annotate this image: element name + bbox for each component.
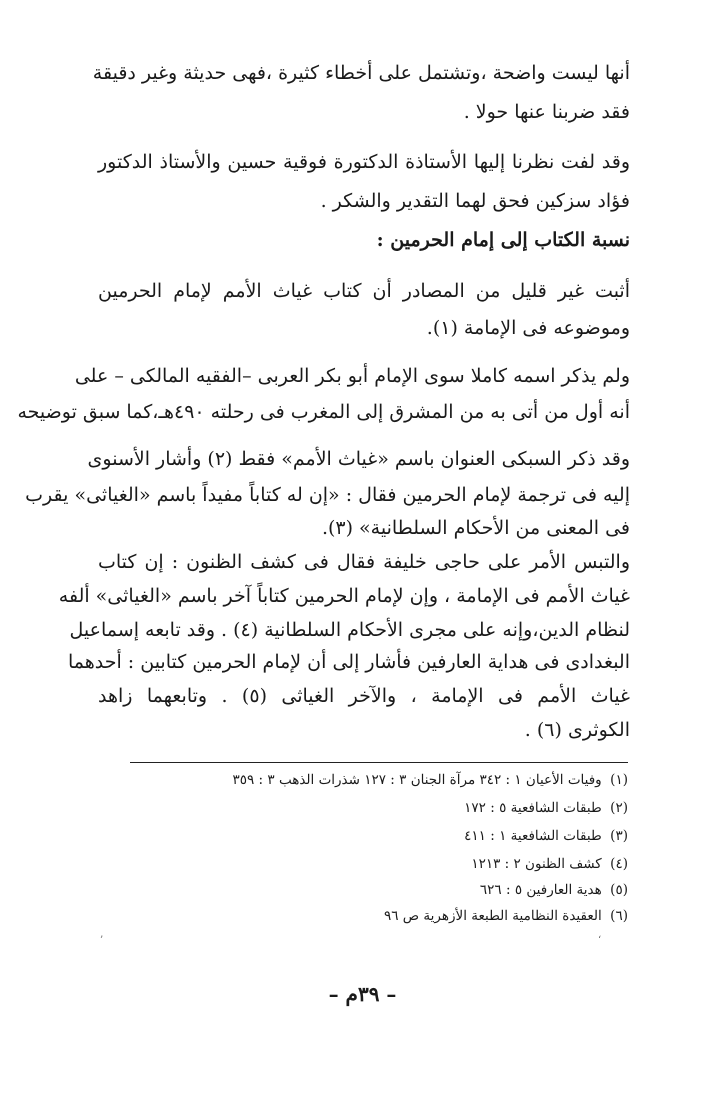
body-line: والتبس الأمر على حاجى خليفة فقال فى كشف الظنون : إن كتاب xyxy=(98,551,630,573)
footnote-number: (١) xyxy=(610,772,628,788)
body-line: فى المعنى من الأحكام السلطانية» (٣). xyxy=(321,517,630,539)
footnote xyxy=(471,853,628,875)
footnote-number: (٣) xyxy=(610,828,628,844)
body-line: الكوثرى (٦) . xyxy=(524,719,630,741)
footnote xyxy=(464,797,628,819)
body-line: أثبت غير قليل من المصادر أن كتاب غياث الأمم لإمام الحرمين xyxy=(98,280,630,302)
scan-mark: ‘ xyxy=(598,935,602,946)
footnote-text: طبقات الشافعية ١ : ٤١١ xyxy=(464,828,602,844)
body-line: غياث الأمم فى الإمامة ، والآخر الغياثى (٥) . وتابعهما زاهد xyxy=(98,685,630,707)
footnote-text: وفيات الأعيان ١ : ٣٤٢ مرآة الجنان ٣ : ١٢٧ شذرات الذهب ٣ : ٣٥٩ xyxy=(232,772,602,788)
footnote-number: (٢) xyxy=(610,800,628,816)
body-line: غياث الأمم فى الإمامة ، وإن لإمام الحرمين كتاباً آخر باسم «الغياثى» ألفه xyxy=(58,585,630,607)
body-line: وقد لفت نظرنا إليها الأستاذة الدكتورة فوقية حسين والأستاذ الدكتور xyxy=(98,151,630,173)
body-line: أنه أول من أتى به من المشرق إلى المغرب فى رحلته ٤٩٠هـ،كما سبق توضيحه xyxy=(17,401,630,423)
footnote-text: العقيدة النظامية الطبعة الأزهرية ص ٩٦ xyxy=(384,908,602,924)
footnote xyxy=(232,769,628,791)
footnote xyxy=(384,905,628,927)
footnote xyxy=(464,825,628,847)
body-line: ولم يذكر اسمه كاملا سوى الإمام أبو بكر العربى –الفقيه المالكى – على xyxy=(74,365,630,387)
footnote-text: هدية العارفين ٥ : ٦٢٦ xyxy=(479,882,602,898)
body-line: وموضوعه فى الإمامة (١). xyxy=(426,317,630,339)
body-line: فؤاد سزكين فحق لهما التقدير والشكر . xyxy=(320,190,630,212)
section-heading: نسبة الكتاب إلى إمام الحرمين : xyxy=(376,229,630,251)
body-line: وقد ذكر السبكى العنوان باسم «غياث الأمم» فقط (٢) وأشار الأسنوى xyxy=(87,448,630,470)
footnote-rule xyxy=(130,762,628,763)
footnote-number: (٤) xyxy=(610,856,628,872)
body-line: إليه فى ترجمة لإمام الحرمين فقال : «إن له كتاباً مفيداً باسم «الغياثى» يقرب xyxy=(25,484,630,506)
body-line: لنظام الدين،وإنه على مجرى الأحكام السلطانية (٤) . وقد تابعه إسماعيل xyxy=(69,619,630,641)
footnote-text: كشف الظنون ٢ : ١٢١٣ xyxy=(471,856,602,872)
footnote-number: (٥) xyxy=(610,882,628,898)
scan-mark: ’ xyxy=(100,935,104,946)
page-number: – ٣٩م – xyxy=(328,982,397,1006)
footnote xyxy=(480,879,628,901)
body-line: فقد ضربنا عنها حولا . xyxy=(463,101,630,123)
footnote-number: (٦) xyxy=(610,908,628,924)
footnote-text: طبقات الشافعية ٥ : ١٧٢ xyxy=(464,800,602,816)
body-line: البغدادى فى هداية العارفين فأشار إلى أن لإمام الحرمين كتابين : أحدهما xyxy=(67,651,630,673)
body-line: أنها ليست واضحة ،وتشتمل على أخطاء كثيرة ،فهى حديثة وغير دقيقة xyxy=(92,62,630,84)
